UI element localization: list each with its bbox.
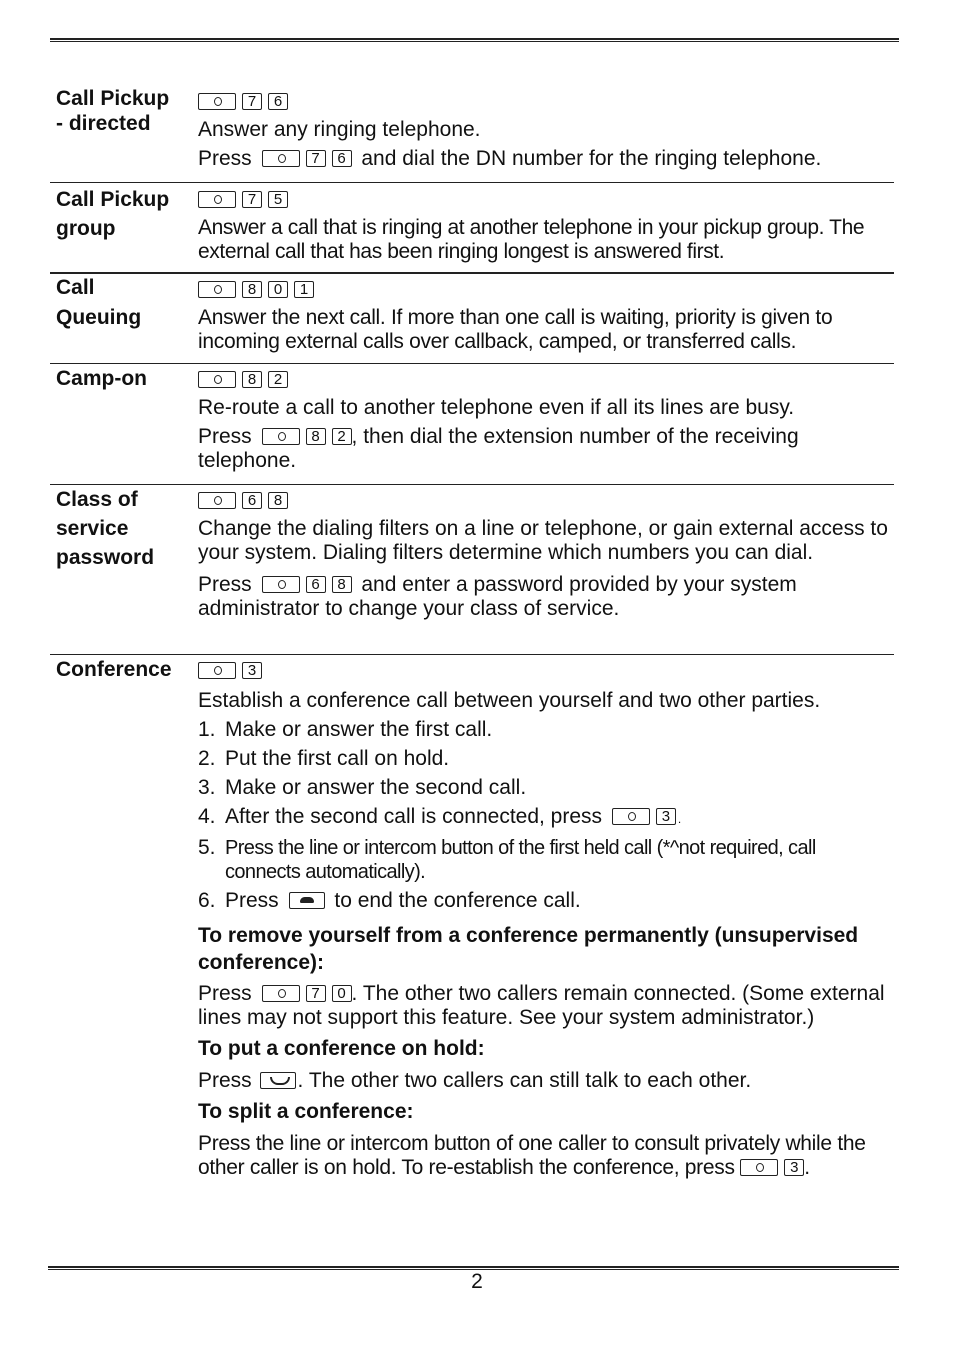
feature-term: Call Pickup - directed (56, 87, 170, 135)
feature-key-icon (198, 492, 236, 509)
feature-term: Class of service password (56, 488, 155, 569)
feature-description: Answer the next call. If more than one call is waiting, priority is given to incoming external calls over callback, camped, or transferred calls. (198, 306, 833, 353)
digit-key: 6 (332, 150, 352, 167)
remove-yourself-instruction: Press 7 0 . The other two callers remain connected. (Some external lines may not support this feature. See your system administrator.) (198, 982, 885, 1029)
feature-press-instruction: Press 6 8 and enter a password provided by your system administrator to change your class of service. (198, 573, 797, 620)
feature-key-icon (198, 662, 236, 679)
key-sequence (262, 985, 352, 1002)
feature-key-icon (262, 150, 300, 167)
feature-description: Establish a conference call between yourself and two other parties. (198, 689, 821, 712)
feature-key-icon (198, 371, 236, 388)
feature-key-icon (198, 191, 236, 208)
key-sequence (740, 1159, 804, 1176)
feature-class-of-service-password (50, 484, 894, 655)
key-sequence (198, 658, 894, 682)
feature-term: Camp-on (56, 367, 147, 390)
feature-conference (50, 654, 894, 1255)
hold-conference-instruction: Press . The other two callers can still talk to each other. (198, 1069, 752, 1092)
feature-description: Answer a call that is ringing at another telephone in your pickup group. The external call that has been ringing longest is answered first. (198, 216, 865, 263)
conference-step: 4. After the second call is connected, press 3 . (198, 805, 682, 828)
feature-description: Re-route a call to another telephone even if all its lines are busy. (198, 396, 795, 419)
conference-step: 6. Press to end the conference call. (198, 889, 581, 912)
digit-key: 1 (294, 281, 314, 298)
feature-body (198, 488, 894, 621)
digit-key: 5 (268, 191, 288, 208)
feature-key-icon (612, 808, 650, 825)
feature-term: Call Pickup group (56, 188, 170, 240)
feature-key-icon (262, 985, 300, 1002)
hold-conference-heading: To put a conference on hold: (198, 1037, 485, 1060)
digit-key: 6 (242, 492, 262, 509)
digit-key: 0 (268, 281, 288, 298)
feature-key-icon (198, 93, 236, 110)
digit-key: 8 (242, 281, 262, 298)
digit-key: 7 (306, 150, 326, 167)
release-key-icon (289, 892, 325, 909)
digit-key: 2 (332, 428, 352, 445)
key-sequence (198, 277, 894, 301)
feature-press-instruction: Press 7 6 and dial the DN number for the ringing telephone. (198, 147, 822, 170)
feature-call-pickup-directed (50, 86, 894, 182)
digit-key: 0 (332, 985, 352, 1002)
key-sequence (612, 808, 676, 825)
feature-camp-on (50, 363, 894, 485)
feature-body (198, 277, 894, 354)
digit-key: 7 (306, 985, 326, 1002)
feature-description: Change the dialing filters on a line or telephone, or gain external access to your system. Dialing filters determine which numbers you can dial. (198, 517, 888, 564)
feature-key-icon (740, 1159, 778, 1176)
feature-call-pickup-group (50, 182, 894, 273)
feature-term: Conference (56, 658, 172, 681)
feature-key-icon (262, 428, 300, 445)
digit-key: 3 (242, 662, 262, 679)
digit-key: 2 (268, 371, 288, 388)
key-sequence (262, 576, 352, 593)
digit-key: 8 (306, 428, 326, 445)
digit-key: 8 (268, 492, 288, 509)
feature-term: Call Queuing (56, 276, 142, 329)
feature-body (198, 367, 894, 473)
header-rule (50, 38, 899, 42)
digit-key: 6 (268, 93, 288, 110)
feature-body (198, 187, 894, 264)
digit-key: 7 (242, 191, 262, 208)
hold-key-icon (260, 1072, 296, 1089)
key-sequence (198, 367, 894, 391)
feature-call-queuing (50, 272, 894, 364)
feature-key-icon (262, 576, 300, 593)
digit-key: 6 (306, 576, 326, 593)
conference-step: 2. Put the first call on hold. (198, 747, 450, 770)
key-sequence (262, 428, 352, 445)
key-sequence (262, 150, 352, 167)
feature-key-icon (198, 281, 236, 298)
remove-yourself-heading: To remove yourself from a conference permanently (unsupervised conference): (198, 924, 859, 974)
key-sequence (198, 187, 894, 211)
conference-step: 3. Make or answer the second call. (198, 776, 527, 799)
split-conference-instruction: Press the line or intercom button of one caller to consult privately while the other caller is on hold. To re-establish the conference, press 3 . (198, 1132, 866, 1179)
digit-key: 3 (784, 1159, 804, 1176)
split-conference-heading: To split a conference: (198, 1100, 414, 1123)
feature-description: Answer any ringing telephone. (198, 118, 481, 141)
feature-body (198, 89, 894, 171)
conference-step: 5. Press the line or intercom button of the first held call (*^not required, call connects automatically). (198, 836, 816, 883)
digit-key: 8 (332, 576, 352, 593)
digit-key: 3 (656, 808, 676, 825)
key-sequence (198, 488, 894, 512)
digit-key: 7 (242, 93, 262, 110)
digit-key: 8 (242, 371, 262, 388)
feature-press-instruction: Press 8 2 , then dial the extension number of the receiving telephone. (198, 425, 799, 472)
key-sequence (198, 89, 894, 113)
conference-step: 1. Make or answer the first call. (198, 718, 493, 741)
feature-body (198, 658, 894, 1180)
page-number: 2 (471, 1270, 483, 1293)
